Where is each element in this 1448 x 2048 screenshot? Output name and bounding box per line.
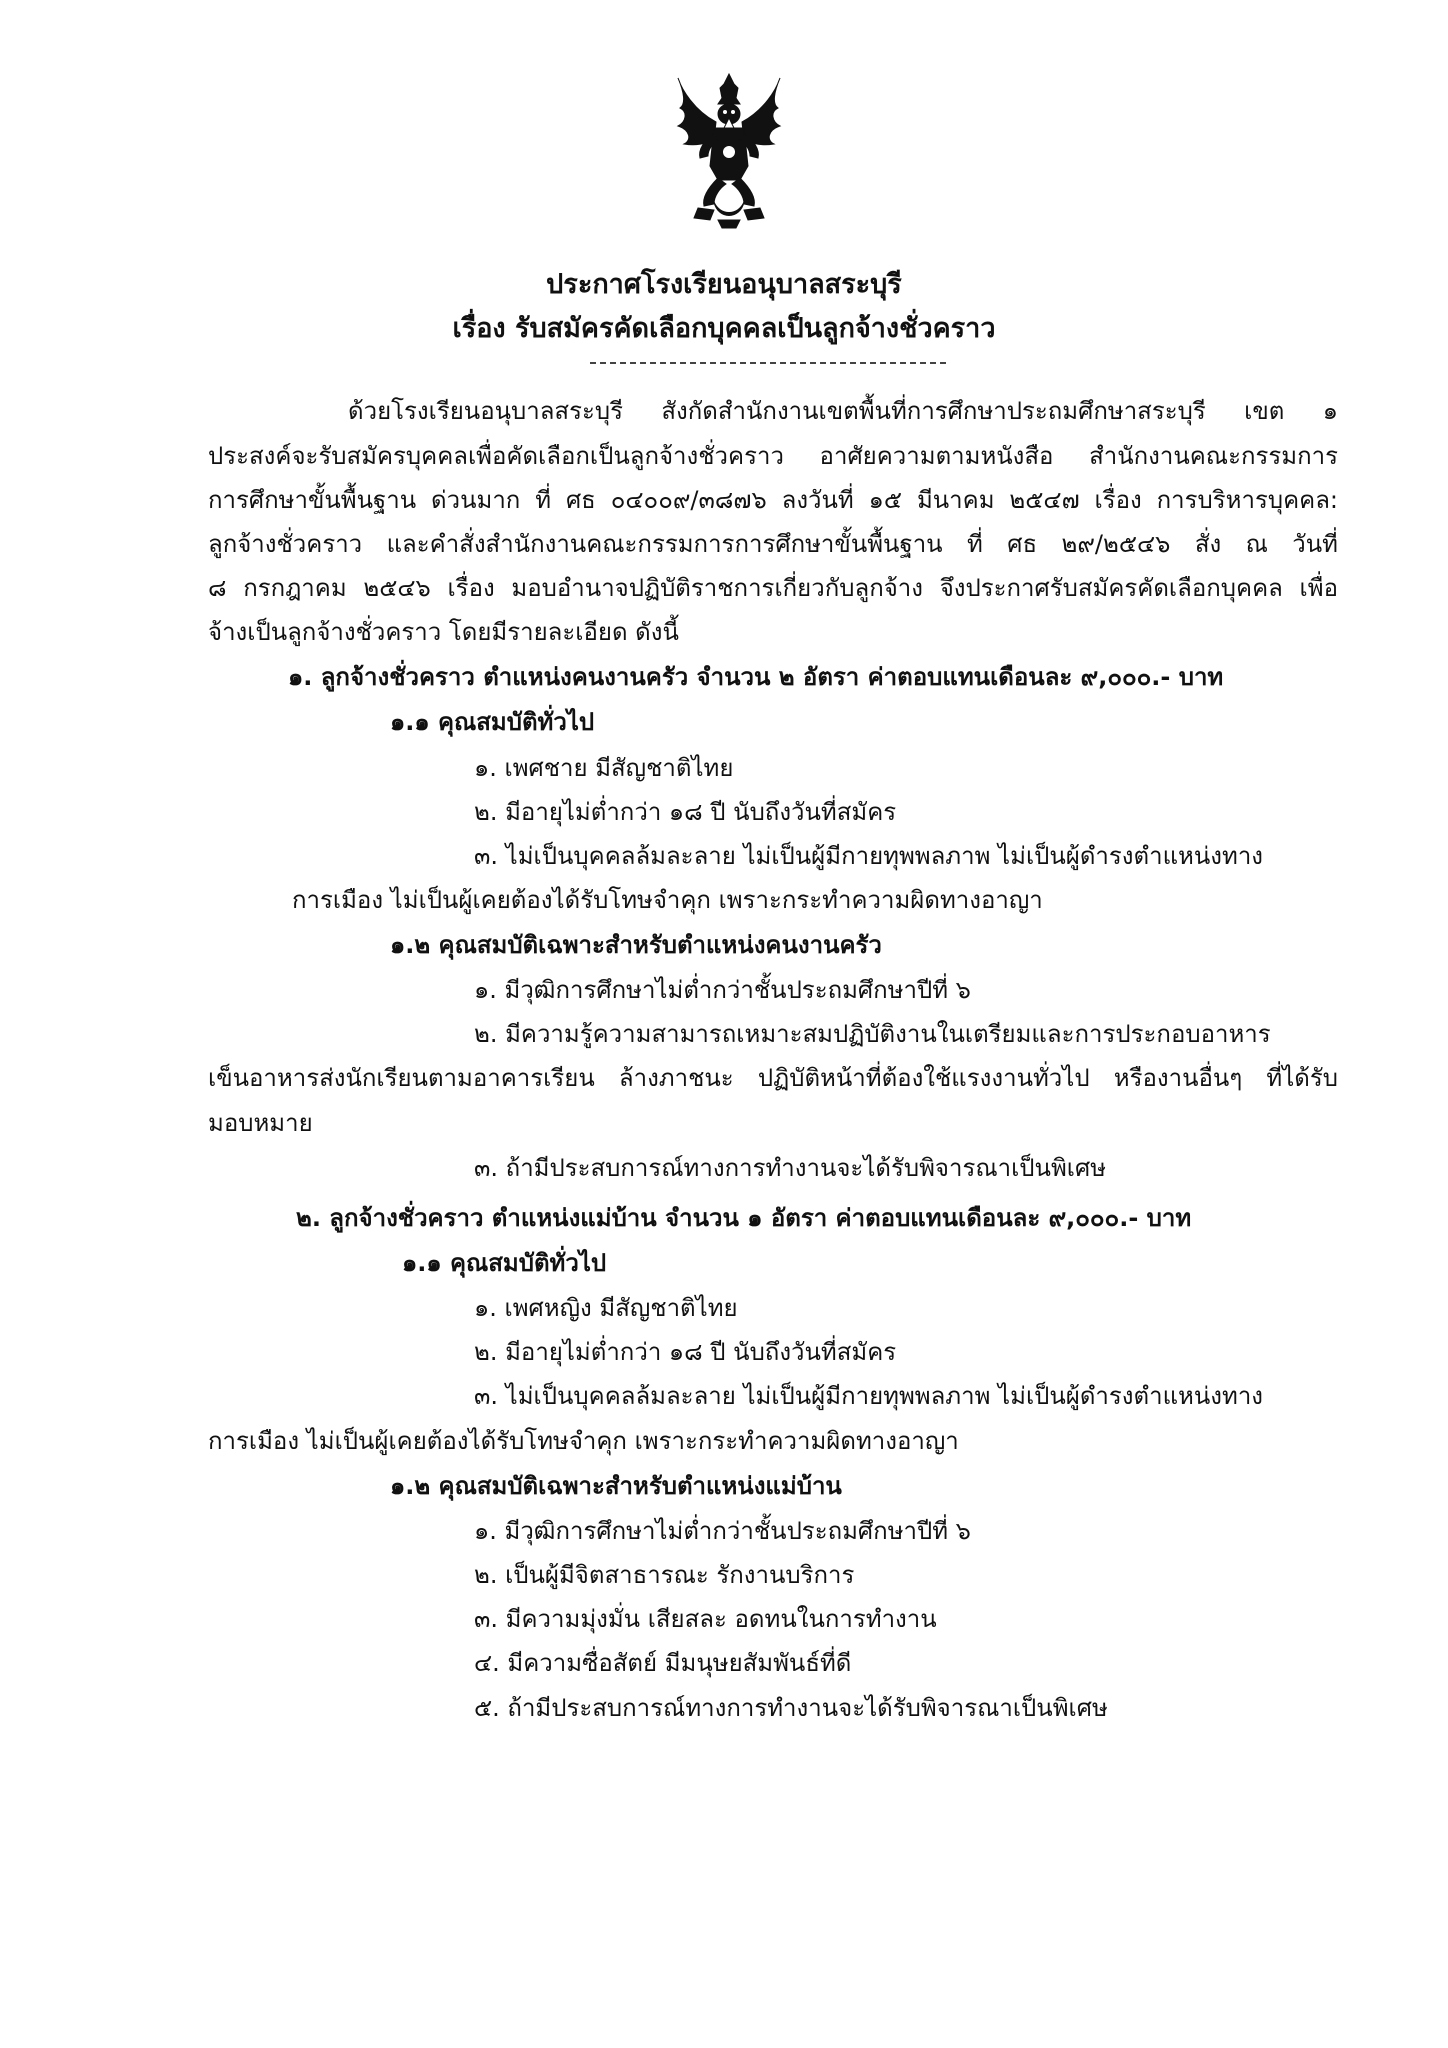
section2-heading: ๒. ลูกจ้างชั่วคราว ตำแหน่งแม่บ้าน จำนวน ๑ อัตรา ค่าตอบแทนเดือนละ ๙,๐๐๐.- บาท [296, 1204, 1192, 1232]
intro-line-4: ลูกจ้างชั่วคราว และคำสั่งสำนักงานคณะกรรมการการศึกษาขั้นพื้นฐาน ที่ ศธ ๒๙/๒๕๔๖ สั่ง ณ วันที่ [208, 530, 1338, 558]
section1-general-item-2: ๒. มีอายุไม่ต่ำกว่า ๑๘ ปี นับถึงวันที่สมัคร [474, 798, 897, 826]
section1-general-heading: ๑.๑ คุณสมบัติทั่วไป [390, 708, 595, 736]
garuda-emblem-icon [674, 70, 784, 230]
section2-general-item-3: ๓. ไม่เป็นบุคคลล้มละลาย ไม่เป็นผู้มีกายทุพพลภาพ ไม่เป็นผู้ดำรงตำแหน่งทาง [474, 1382, 1264, 1410]
section2-general-item-3-cont: การเมือง ไม่เป็นผู้เคยต้องได้รับโทษจำคุก เพราะกระทำความผิดทางอาญา [208, 1427, 959, 1455]
section1-specific-item-3: ๓. ถ้ามีประสบการณ์ทางการทำงานจะได้รับพิจารณาเป็นพิเศษ [474, 1154, 1107, 1182]
section2-specific-heading: ๑.๒ คุณสมบัติเฉพาะสำหรับตำแหน่งแม่บ้าน [390, 1472, 842, 1500]
section1-specific-item-2-cont-1: เข็นอาหารส่งนักเรียนตามอาคารเรียน ล้างภาชนะ ปฏิบัติหน้าที่ต้องใช้แรงงานทั่วไป หรืองานอื่นๆ ที่ได้รับ [208, 1064, 1338, 1092]
section1-specific-heading: ๑.๒ คุณสมบัติเฉพาะสำหรับตำแหน่งคนงานครัว [390, 931, 882, 959]
section1-specific-item-2-cont-2: มอบหมาย [208, 1109, 313, 1137]
intro-line-2: ประสงค์จะรับสมัครบุคคลเพื่อคัดเลือกเป็นลูกจ้างชั่วคราว อาศัยความตามหนังสือ สำนักงานคณะกรรมการ [208, 442, 1338, 470]
section2-general-heading: ๑.๑ คุณสมบัติทั่วไป [402, 1249, 607, 1277]
section2-specific-item-2: ๒. เป็นผู้มีจิตสาธารณะ รักงานบริการ [474, 1561, 855, 1589]
document-subject: เรื่อง รับสมัครคัดเลือกบุคคลเป็นลูกจ้างชั่วคราว [452, 313, 996, 344]
intro-line-6: จ้างเป็นลูกจ้างชั่วคราว โดยมีรายละเอียด ดังนี้ [208, 618, 679, 646]
section1-heading: ๑. ลูกจ้างชั่วคราว ตำแหน่งคนงานครัว จำนวน ๒ อัตรา ค่าตอบแทนเดือนละ ๙,๐๐๐.- บาท [288, 663, 1224, 691]
section2-specific-item-3: ๓. มีความมุ่งมั่น เสียสละ อดทนในการทำงาน [474, 1605, 937, 1633]
section1-general-item-3-cont: การเมือง ไม่เป็นผู้เคยต้องได้รับโทษจำคุก เพราะกระทำความผิดทางอาญา [292, 886, 1043, 914]
section1-specific-item-1: ๑. มีวุฒิการศึกษาไม่ต่ำกว่าชั้นประถมศึกษาปีที่ ๖ [474, 976, 971, 1004]
intro-line-5: ๘ กรกฎาคม ๒๕๔๖ เรื่อง มอบอำนาจปฏิบัติราชการเกี่ยวกับลูกจ้าง จึงประกาศรับสมัครคัดเลือกบุคคล เพื่อ [208, 574, 1338, 602]
section2-specific-item-4: ๔. มีความซื่อสัตย์ มีมนุษยสัมพันธ์ที่ดี [474, 1649, 852, 1677]
section2-specific-item-5: ๕. ถ้ามีประสบการณ์ทางการทำงานจะได้รับพิจารณาเป็นพิเศษ [474, 1694, 1108, 1722]
section1-general-item-3: ๓. ไม่เป็นบุคคลล้มละลาย ไม่เป็นผู้มีกายทุพพลภาพ ไม่เป็นผู้ดำรงตำแหน่งทาง [474, 842, 1264, 870]
title-divider [590, 362, 946, 364]
intro-line-1: ด้วยโรงเรียนอนุบาลสระบุรี สังกัดสำนักงานเขตพื้นที่การศึกษาประถมศึกษาสระบุรี เขต ๑ [348, 397, 1338, 425]
section2-specific-item-1: ๑. มีวุฒิการศึกษาไม่ต่ำกว่าชั้นประถมศึกษาปีที่ ๖ [474, 1517, 971, 1545]
section1-general-item-1: ๑. เพศชาย มีสัญชาติไทย [474, 754, 734, 782]
section1-specific-item-2: ๒. มีความรู้ความสามารถเหมาะสมปฏิบัติงานในเตรียมและการประกอบอาหาร [474, 1020, 1271, 1048]
section2-general-item-1: ๑. เพศหญิง มีสัญชาติไทย [474, 1294, 738, 1322]
intro-line-3: การศึกษาขั้นพื้นฐาน ด่วนมาก ที่ ศธ ๐๔๐๐๙/๓๘๗๖ ลงวันที่ ๑๕ มีนาคม ๒๕๔๗ เรื่อง การบริหารบุคคล: [208, 486, 1338, 514]
section2-general-item-2: ๒. มีอายุไม่ต่ำกว่า ๑๘ ปี นับถึงวันที่สมัคร [474, 1338, 897, 1366]
document-title: ประกาศโรงเรียนอนุบาลสระบุรี [546, 269, 902, 300]
